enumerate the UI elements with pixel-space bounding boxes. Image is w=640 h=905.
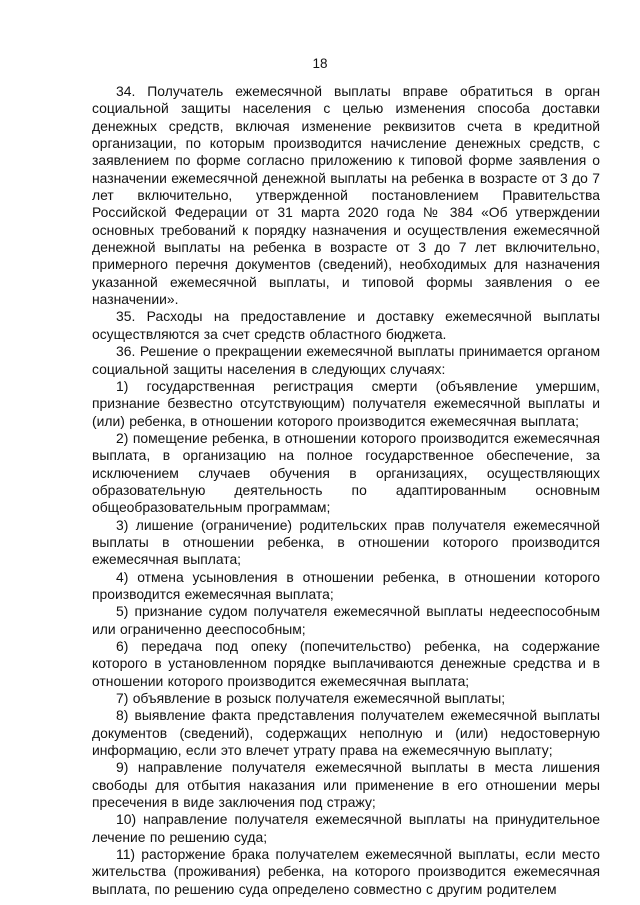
paragraph-36: 36. Решение о прекращении ежемесячной выплаты принимается органом социальной защиты населения в следующих случаях:	[92, 343, 600, 377]
document-body	[92, 83, 600, 898]
paragraph-34: 34. Получатель ежемесячной выплаты вправе обратиться в орган социальной защиты населения с целью изменения способа доставки денежных средств, включая изменение реквизитов счета в кредитной организации, по которым производится начисление денежных средств, с заявлением по форме согласно приложению к типовой форме заявления о назначении ежемесячной денежной выплаты на ребенка в возрасте от 3 до 7 лет включительно, утвержденной постановлением Правительства Российской Федерации от 31 марта 2020 года № 384 «Об утверждении основных требований к порядку назначения и осуществления ежемесячной денежной выплаты на ребенка в возрасте от 3 до 7 лет включительно, примерного перечня документов (сведений), необходимых для назначения указанной ежемесячной выплаты, и типовой формы заявления о ее назначении».	[92, 83, 600, 308]
list-item-6: 6) передача под опеку (попечительство) ребенка, на содержание которого в установленном порядке выплачиваются денежные средства и в отношении которого производится ежемесячная выплата;	[92, 638, 600, 689]
list-item-3: 3) лишение (ограничение) родительских прав получателя ежемесячной выплаты в отношении ребенка, в отношении которого производится ежемесячная выплата;	[92, 516, 600, 568]
list-item-11: 11) расторжение брака получателем ежемесячной выплаты, если место жительства (проживания) ребенка, на которого производится ежемесячная выплата, по решению суда определено совместно с другим родителем	[92, 846, 600, 897]
paragraph-35: 35. Расходы на предоставление и доставку ежемесячной выплаты осуществляются за счет средств областного бюджета.	[92, 308, 600, 342]
list-item-9: 9) направление получателя ежемесячной выплаты в места лишения свободы для отбытия наказания или применение в его отношении меры пресечения в виде заключения под стражу;	[92, 759, 600, 811]
list-item-10: 10) направление получателя ежемесячной выплаты на принудительное лечение по решению суда;	[92, 811, 600, 845]
list-item-7: 7) объявление в розыск получателя ежемесячной выплаты;	[116, 690, 506, 707]
list-item-5: 5) признание судом получателя ежемесячной выплаты недееспособным или ограниченно дееспособным;	[92, 603, 600, 637]
list-item-1: 1) государственная регистрация смерти (объявление умершим, признание безвестно отсутствующим) получателя ежемесячной выплаты и (или) ребенка, в отношении которого производится ежемесячная выплата;	[92, 377, 600, 429]
list-item-2: 2) помещение ребенка, в отношении которого производится ежемесячная выплата, в организацию на полное государственное обеспечение, за исключением случаев обучения в организациях, осуществляющих образовательную деятельность по адаптированным основным общеобразовательным программам;	[92, 429, 600, 516]
list-item-4: 4) отмена усыновления в отношении ребенка, в отношении которого производится ежемесячная выплата;	[92, 568, 600, 602]
list-item-8: 8) выявление факта представления получателем ежемесячной выплаты документов (сведений), содержащих неполную и (или) недостоверную информацию, если это влечет утрату права на ежемесячную выплату;	[92, 707, 600, 759]
page-number: 18	[312, 56, 328, 71]
